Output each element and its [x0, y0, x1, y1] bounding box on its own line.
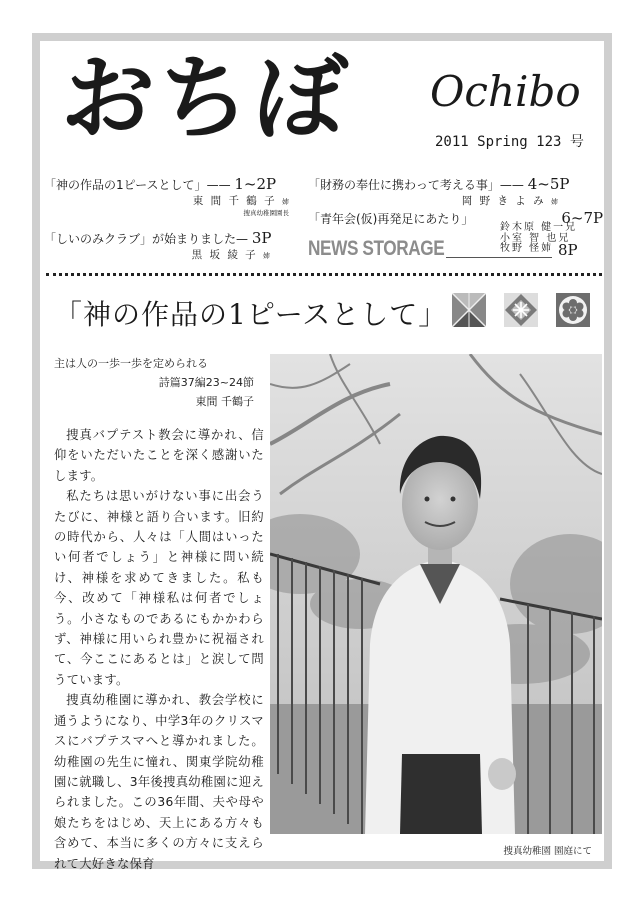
toc-author: 東 間 千 鶴 子	[192, 195, 277, 207]
toc-author: 岡 野 き よ み	[461, 195, 546, 207]
issue-label: 2011 Spring 123 号	[435, 134, 584, 150]
article-author: 東間 千鶴子	[195, 395, 254, 408]
article-paragraph: 私たちは思いがけない事に出会うたびに、神様と語り合います。旧約の時代から、人々は「人間はいったい何者でしょう」と神様に問い続け、神様を求めてきました。私も今、改めて「神様私は何者でしょう。小さなものであるにもかかわらず、神様に用いられ豊かに祝福されて、今ここにあるとは」と涙して問うています。	[54, 489, 264, 687]
toc-item-2[interactable]: 「しいのみクラブ」が始まりました— 3P 黒 坂 綾 子 姉	[44, 229, 272, 261]
geometric-emblem-icon	[452, 293, 486, 327]
toc-item-3[interactable]: 「財務の奉仕に携わって考える事」—— 4~5P 岡 野 き よ み 姉	[308, 175, 570, 207]
section-divider	[46, 273, 602, 276]
article-paragraph: 捜真バプテスト教会に導かれ、信仰をいただいたことを深く感謝いたします。	[54, 428, 264, 483]
toc-page: 1~2P	[234, 175, 277, 193]
masthead-title: おちぼ	[58, 45, 354, 152]
toc-item-5[interactable]	[308, 237, 598, 261]
toc-person: 牧野 怪姉	[500, 243, 554, 254]
toc-page: 3P	[251, 229, 272, 247]
page-frame	[32, 33, 612, 869]
verse-reference: 詩篇37編23~24節	[158, 376, 254, 389]
toc-page: 6~7P	[561, 209, 604, 227]
article-paragraph: 捜真幼稚園に導かれ、教会学校に通うようになり、中学3年のクリスマスにバプテスマへと導かれました。幼稚園の先生に憧れ、関東学院幼稚園に就職し、3年後捜真幼稚園に迎えられました。この36年間、夫や母や娘たちをはじめ、天上にある方々も含めて、本当に多くの方々に支えられて大好きな保育	[54, 693, 264, 871]
toc-title: 「財務の奉仕に携わって考える事」	[308, 178, 500, 192]
news-storage-label: NEWS STORAGE	[308, 237, 445, 260]
toc-leader-rule	[446, 257, 552, 258]
flower-emblem-icon	[556, 293, 590, 327]
toc-page: 8P	[558, 241, 578, 259]
toc-page: 4~5P	[527, 175, 570, 193]
toc-title: 「神の作品の1ピースとして」	[44, 178, 207, 192]
toc-note: 捜真幼稚園園長	[243, 209, 289, 217]
verse-block	[54, 355, 254, 409]
article-body	[54, 425, 264, 874]
toc-person: 小室 智 也兄	[500, 232, 571, 244]
article-headline: 「神の作品の1ピースとして」	[54, 298, 448, 331]
snowflake-emblem-icon	[504, 293, 538, 327]
verse-text: 主は人の一歩一歩を定められる	[54, 357, 208, 370]
toc-title: 「しいのみクラブ」が始まりました	[44, 232, 237, 246]
photo-caption: 捜真幼稚園 園庭にて	[503, 846, 592, 857]
toc-author-suffix: 姉	[263, 252, 270, 260]
toc-item-1[interactable]: 「神の作品の1ピースとして」—— 1~2P 東 間 千 鶴 子 姉 捜真幼稚園園長	[44, 175, 289, 217]
toc-author: 黒 坂 綾 子	[191, 249, 258, 261]
toc-author-suffix: 姉	[551, 198, 558, 206]
toc-author-suffix: 姉	[282, 198, 289, 206]
toc-person: 鈴木原 健一兄	[500, 222, 578, 233]
masthead-title-en: Ochibo	[430, 67, 581, 116]
toc-title: 「青年会(仮)再発足にあたり」	[308, 212, 474, 226]
emblem-row	[452, 293, 590, 327]
portrait-photo	[270, 354, 602, 834]
